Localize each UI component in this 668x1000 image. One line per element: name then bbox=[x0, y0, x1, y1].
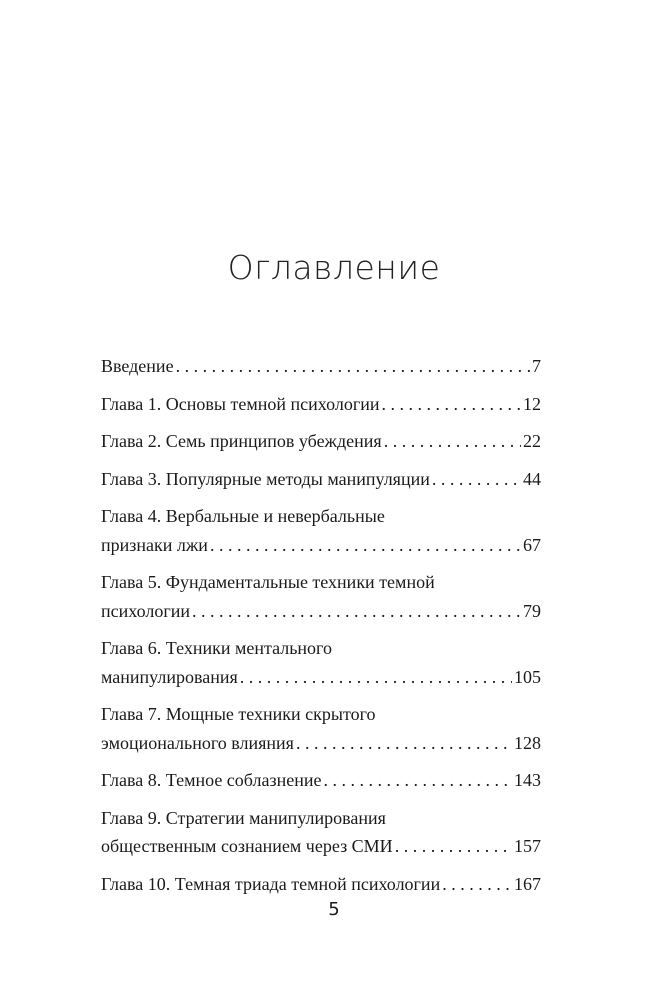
toc-entry-line bbox=[101, 729, 541, 758]
toc-entry-title: Глава 4. Вербальные и невербальные bbox=[101, 506, 385, 526]
toc-entry-page: 67 bbox=[523, 534, 541, 555]
toc-entry-line bbox=[101, 766, 541, 795]
toc-entry-title: Глава 2. Семь принципов убеждения bbox=[101, 431, 382, 451]
toc-entry-line bbox=[101, 427, 541, 456]
toc-entry-line bbox=[101, 832, 541, 861]
toc-entry-title: Глава 7. Мощные техники скрытого bbox=[101, 704, 376, 724]
toc-entry-page: 143 bbox=[514, 770, 541, 790]
toc-entry-title: Глава 6. Техники ментального bbox=[101, 638, 332, 658]
dot-leader bbox=[176, 352, 530, 381]
toc-entry-title: Глава 1. Основы темной психологии bbox=[101, 393, 380, 414]
dot-leader bbox=[384, 427, 521, 456]
toc-entry-page: 167 bbox=[514, 873, 541, 894]
toc-entry[interactable] bbox=[101, 634, 541, 691]
toc-entry[interactable] bbox=[101, 870, 541, 899]
toc-entry-title: психологии bbox=[101, 600, 190, 621]
dot-leader bbox=[192, 597, 521, 626]
toc-entry[interactable] bbox=[101, 568, 541, 625]
dot-leader bbox=[395, 832, 512, 861]
dot-leader bbox=[442, 870, 512, 899]
toc-entry[interactable] bbox=[101, 804, 541, 861]
toc-entry-page: 128 bbox=[514, 732, 541, 753]
toc-entry[interactable] bbox=[101, 766, 541, 795]
dot-leader bbox=[432, 465, 521, 494]
toc-entry-page: 79 bbox=[523, 600, 541, 621]
toc-entry-line bbox=[101, 634, 541, 663]
dot-leader bbox=[296, 729, 512, 758]
toc-entry-title: Глава 8. Темное соблазнение bbox=[101, 770, 322, 790]
page-title: Оглавление bbox=[227, 248, 441, 287]
toc-entry-title: общественным сознанием через СМИ bbox=[101, 836, 393, 856]
toc-entry-line bbox=[101, 597, 541, 626]
toc-entry-line bbox=[101, 352, 541, 381]
toc-entry-page: 22 bbox=[523, 431, 541, 451]
toc-entry-title: признаки лжи bbox=[101, 534, 208, 555]
toc-entry-line bbox=[101, 465, 541, 494]
toc-entry-title: Глава 5. Фундаментальные техники темной bbox=[101, 572, 435, 592]
toc-entry-line bbox=[101, 870, 541, 899]
toc-entry-title: манипулирования bbox=[101, 666, 238, 687]
toc-entry-line bbox=[101, 531, 541, 560]
toc-entry[interactable] bbox=[101, 700, 541, 757]
toc-entry-page: 7 bbox=[532, 356, 541, 376]
toc-entry-line bbox=[101, 804, 541, 833]
toc-entry[interactable] bbox=[101, 390, 541, 419]
toc-entry-line bbox=[101, 663, 541, 692]
toc-entry[interactable] bbox=[101, 427, 541, 456]
dot-leader bbox=[210, 531, 521, 560]
dot-leader bbox=[240, 663, 512, 692]
toc-entry-title: Глава 9. Стратегии манипулирования bbox=[101, 807, 386, 828]
toc-entry-page: 157 bbox=[514, 836, 541, 856]
dot-leader bbox=[323, 766, 512, 795]
toc-entry-line bbox=[101, 568, 541, 597]
toc-entry[interactable] bbox=[101, 465, 541, 494]
toc-entry-title: эмоционального влияния bbox=[101, 732, 294, 753]
table-of-contents bbox=[101, 352, 541, 907]
toc-entry-page: 12 bbox=[523, 393, 541, 414]
toc-entry-page: 105 bbox=[514, 666, 541, 687]
toc-entry[interactable] bbox=[101, 502, 541, 559]
toc-entry-line bbox=[101, 502, 541, 531]
toc-entry[interactable] bbox=[101, 352, 541, 381]
toc-entry-title: Глава 10. Темная триада темной психологии bbox=[101, 873, 441, 894]
toc-entry-line bbox=[101, 390, 541, 419]
toc-entry-title: Введение bbox=[101, 356, 174, 376]
toc-entry-line bbox=[101, 700, 541, 729]
toc-entry-title: Глава 3. Популярные методы манипуляции bbox=[101, 468, 430, 489]
dot-leader bbox=[381, 390, 521, 419]
toc-entry-page: 44 bbox=[523, 468, 541, 489]
page-number: 5 bbox=[328, 899, 340, 920]
